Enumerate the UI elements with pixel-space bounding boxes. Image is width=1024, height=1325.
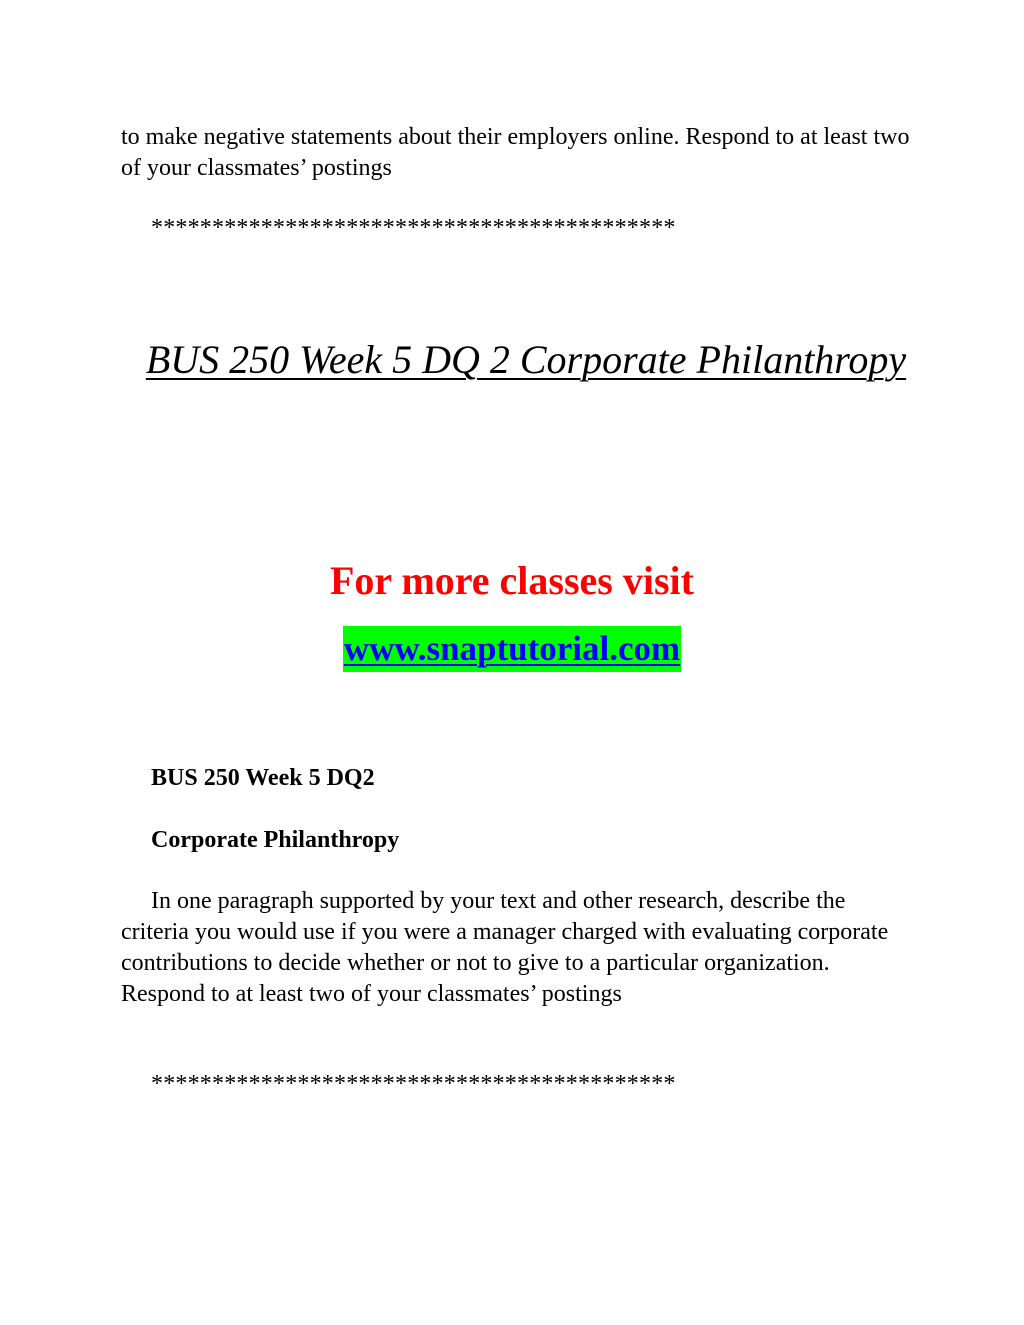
link-container xyxy=(0,626,1024,672)
topic-heading: Corporate Philanthropy xyxy=(151,827,400,853)
separator-bottom: ******************************************* xyxy=(151,1071,676,1097)
website-link[interactable]: www.snaptutorial.com xyxy=(343,626,681,672)
page-title: BUS 250 Week 5 DQ 2 Corporate Philanthropy xyxy=(145,337,907,382)
body-paragraph: In one paragraph supported by your text and other research, describe the criteria you would use if you were a manager charged with evaluating corporate contributions to decide whether or not to give to a particular organization. Respond to at least two of your classmates’ postings xyxy=(121,888,889,1007)
course-heading: BUS 250 Week 5 DQ2 xyxy=(151,765,375,791)
intro-text: to make negative statements about their employers online. Respond to at least two of your classmates’ postings xyxy=(121,124,910,181)
visit-promo-text: For more classes visit xyxy=(329,558,694,603)
separator-top: ******************************************* xyxy=(151,215,676,241)
